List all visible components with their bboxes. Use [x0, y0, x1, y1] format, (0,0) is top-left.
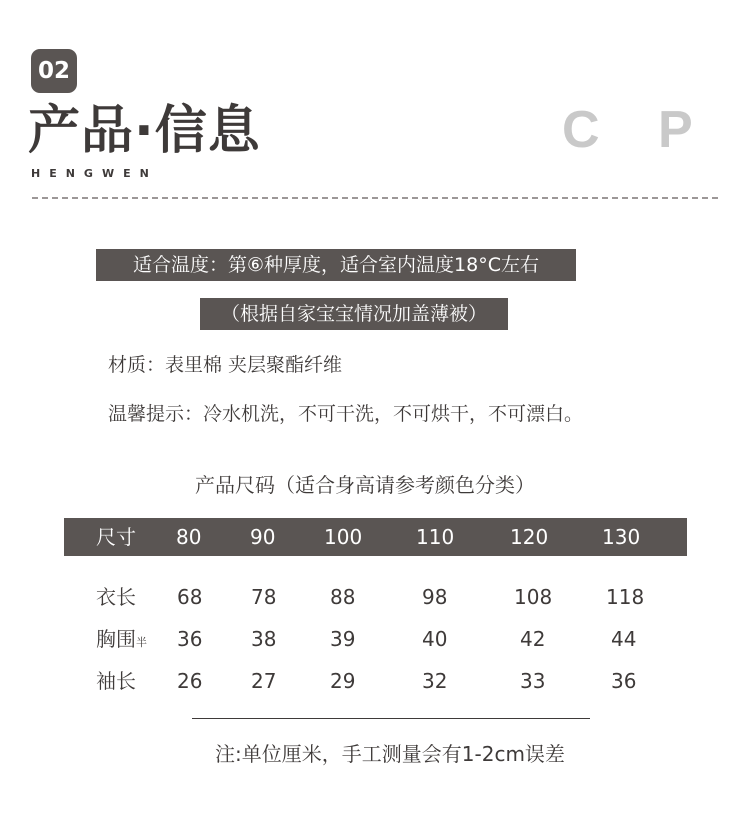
size-110: 110 [416, 525, 455, 549]
table-row [64, 666, 687, 696]
table-cell: 78 [251, 585, 277, 609]
quilt-note-banner: （根据自家宝宝情况加盖薄被） [200, 298, 508, 330]
row-label: 袖长 [96, 669, 136, 693]
row-label-text: 胸围 [96, 627, 136, 651]
size-130: 130 [602, 525, 641, 549]
letter-c: C [562, 101, 602, 159]
table-cell: 36 [611, 669, 637, 693]
table-cell: 108 [514, 585, 553, 609]
table-cell: 118 [606, 585, 645, 609]
letter-p: P [658, 101, 695, 159]
table-cell: 98 [422, 585, 448, 609]
page-title: 产品·信息 [28, 101, 261, 161]
table-cell: 68 [177, 585, 203, 609]
size-80: 80 [176, 525, 202, 549]
size-100: 100 [324, 525, 363, 549]
size-table-heading: 产品尺码（适合身高请参考颜色分类） [195, 473, 535, 497]
decorative-letters [562, 100, 695, 160]
table-row [64, 624, 687, 654]
table-cell: 38 [251, 627, 277, 651]
size-90: 90 [250, 525, 276, 549]
table-cell: 32 [422, 669, 448, 693]
table-cell: 36 [177, 627, 203, 651]
table-cell: 88 [330, 585, 356, 609]
care-tips-text: 温馨提示：冷水机洗，不可干洗，不可烘干，不可漂白。 [108, 403, 584, 425]
table-cell: 44 [611, 627, 637, 651]
size-120: 120 [510, 525, 549, 549]
table-cell: 39 [330, 627, 356, 651]
section-number-badge: 02 [31, 49, 77, 93]
measurement-note: 注:单位厘米，手工测量会有1-2cm误差 [215, 742, 565, 766]
table-cell: 26 [177, 669, 203, 693]
table-row [64, 582, 687, 612]
size-table-header [64, 518, 687, 556]
header-label: 尺寸 [96, 525, 136, 549]
row-label-suffix: 半 [136, 636, 147, 649]
table-cell: 33 [520, 669, 546, 693]
row-label [96, 624, 147, 658]
row-label: 衣长 [96, 585, 136, 609]
material-text: 材质：表里棉 夹层聚酯纤维 [108, 354, 343, 376]
footer-divider [192, 718, 590, 719]
dashed-divider [32, 197, 718, 199]
table-cell: 29 [330, 669, 356, 693]
table-cell: 27 [251, 669, 277, 693]
page-subtitle: HENGWEN [31, 167, 158, 180]
temperature-banner: 适合温度：第⑥种厚度，适合室内温度18°C左右 [96, 249, 576, 281]
table-cell: 42 [520, 627, 546, 651]
table-cell: 40 [422, 627, 448, 651]
